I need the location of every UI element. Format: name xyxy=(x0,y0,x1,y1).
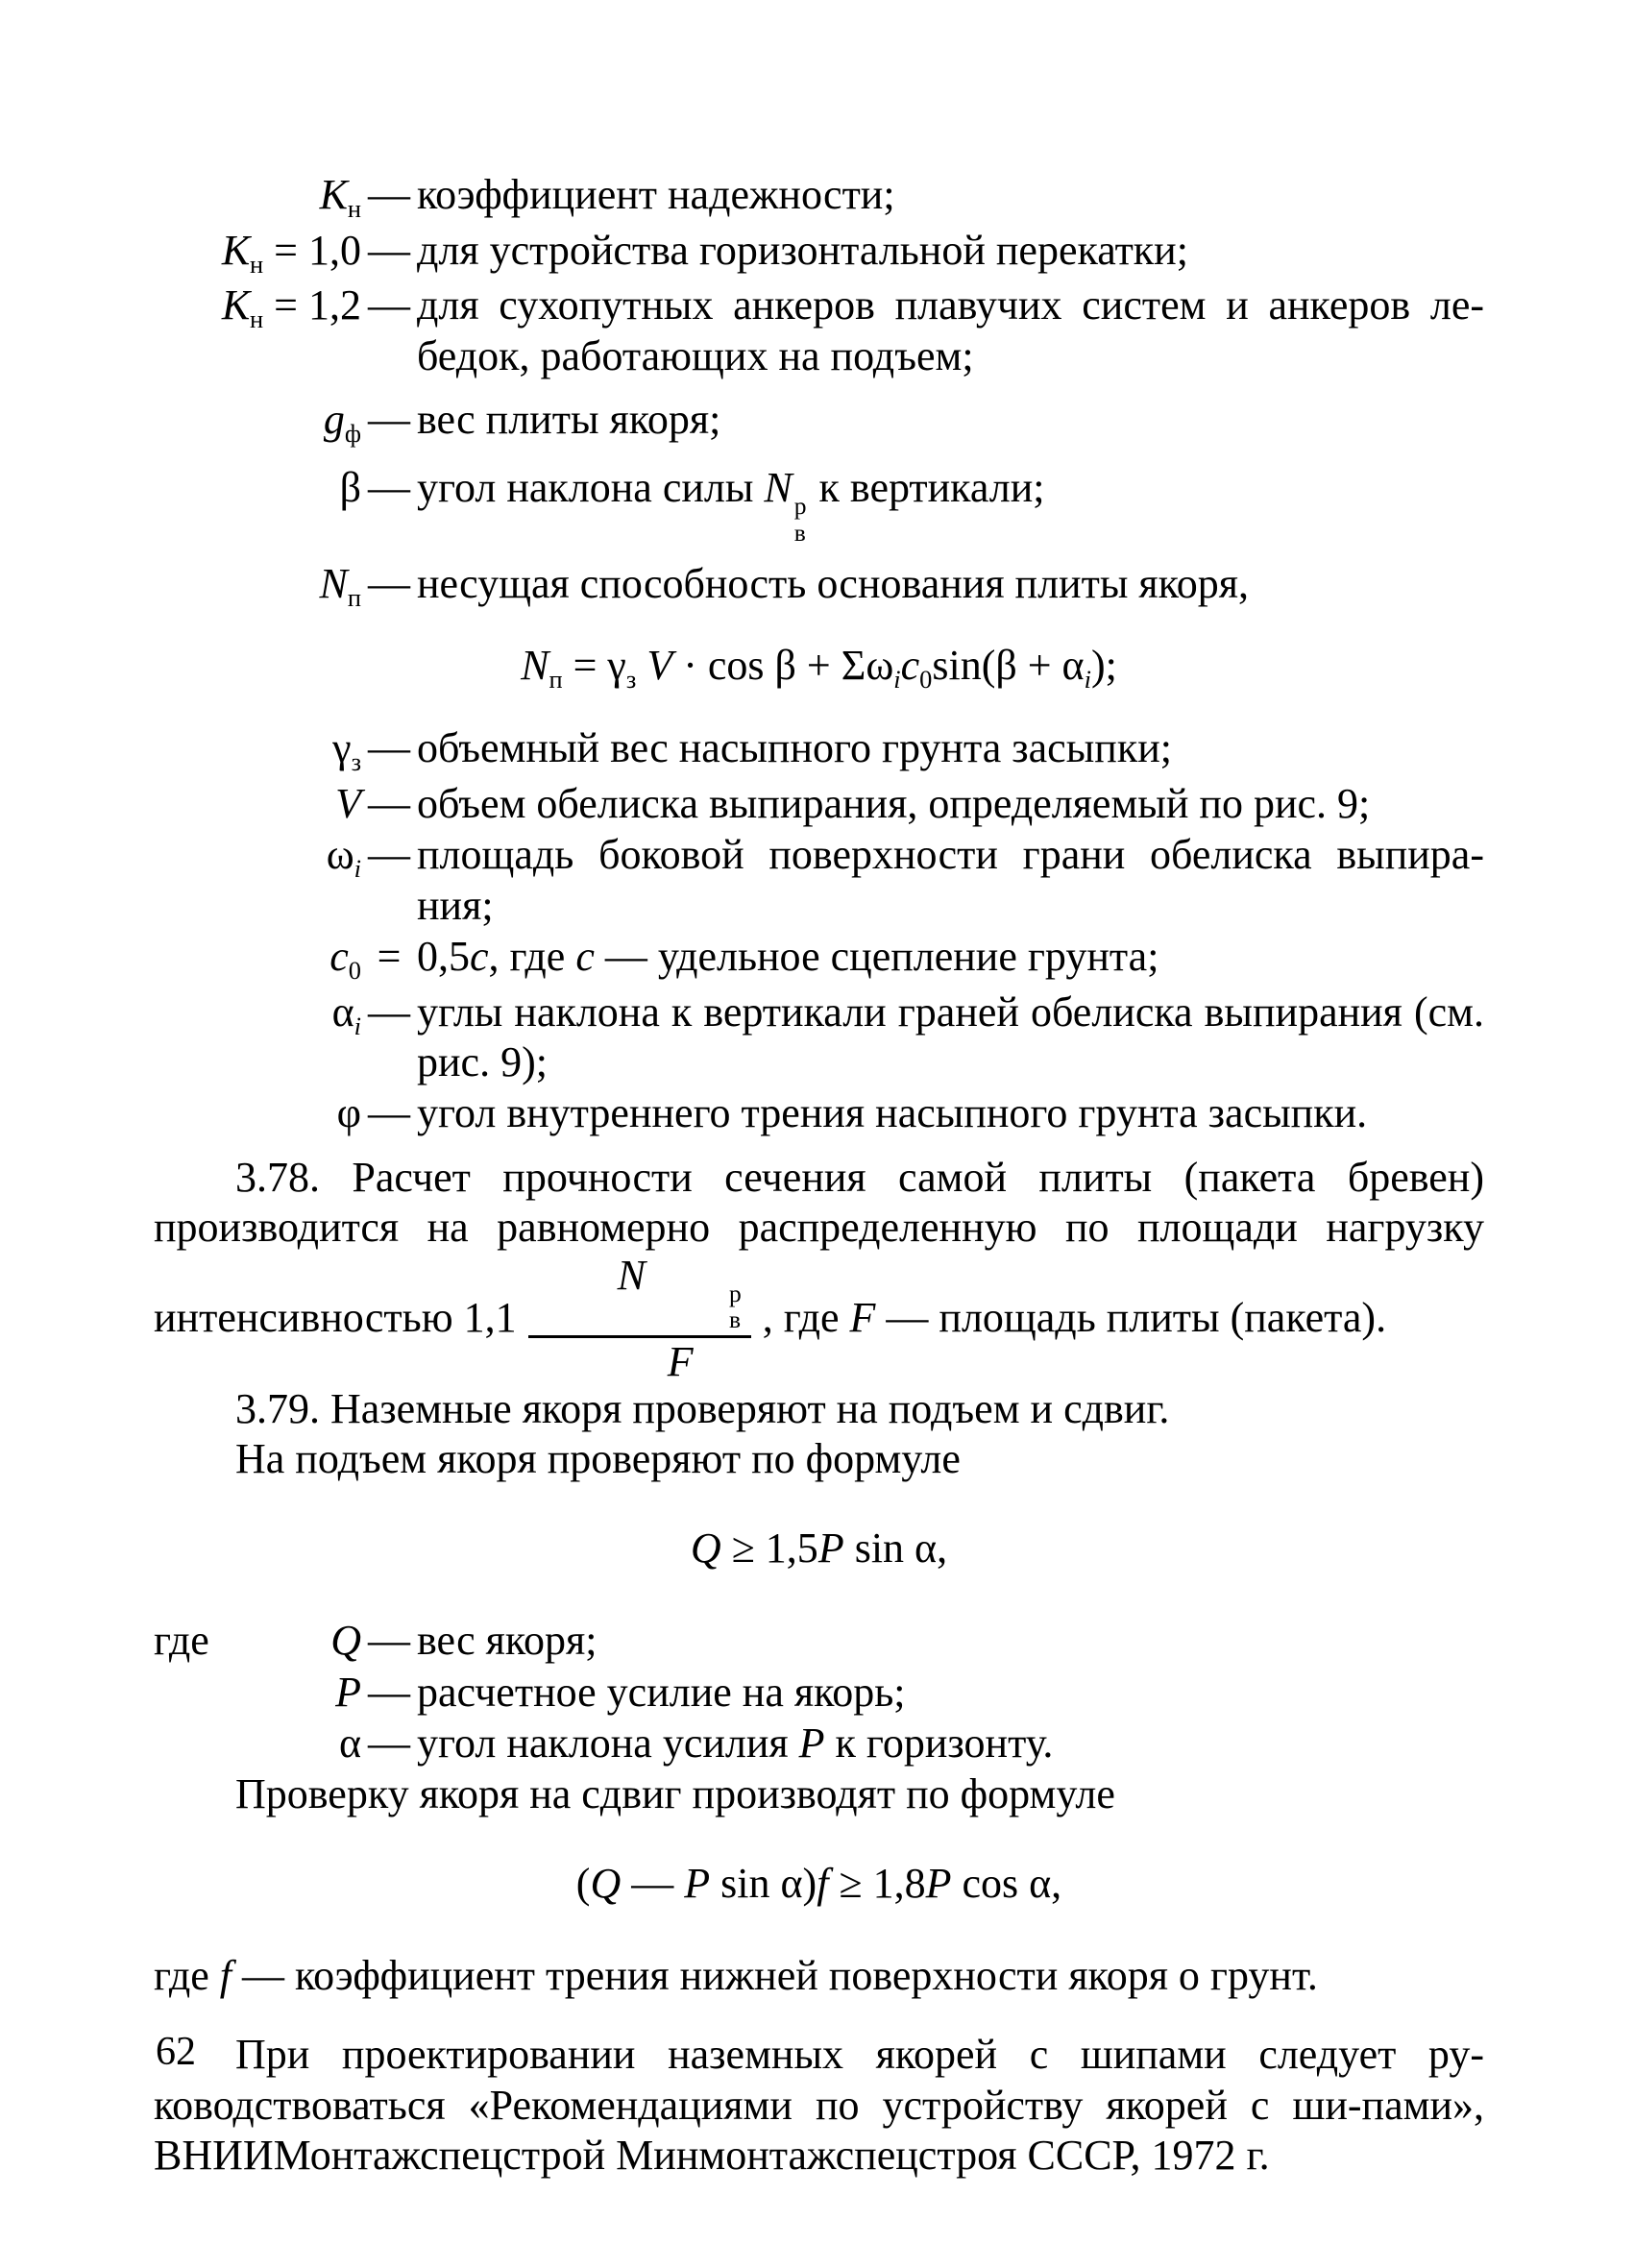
definition-term: $\omega_i$ xyxy=(326,831,361,884)
definition-term: $К_н = 1,2$ xyxy=(221,281,361,334)
definition-row xyxy=(154,1088,1484,1138)
definition-row xyxy=(154,1719,1484,1768)
definition-dash: — xyxy=(368,831,410,879)
definition-dash: — xyxy=(368,463,410,511)
definition-desc: расчетное усилие на якорь; xyxy=(417,1668,906,1716)
definition-row xyxy=(154,1616,1484,1666)
definition-desc: для сухопутных анкеров плавучих систем и анкеров ле-бедок, работающих на подъем; xyxy=(417,281,1484,379)
page-number: 62 xyxy=(156,2030,196,2074)
definition-term: V xyxy=(335,780,361,828)
definition-term: P xyxy=(335,1668,361,1716)
definition-desc: угол внутреннего трения насыпного грунта засыпки. xyxy=(417,1089,1368,1137)
definition-row xyxy=(154,395,1484,450)
definition-desc: объем обелиска выпирания, определяемый по рис. 9; xyxy=(417,780,1371,828)
definition-desc: углы наклона к вертикали граней обелиска выпирания (см. рис. 9); xyxy=(417,988,1484,1086)
paragraph-uplift-check: На подъем якоря проверяют по формуле xyxy=(235,1435,961,1483)
definition-term: $\alpha_i$ xyxy=(331,988,361,1040)
definition-row xyxy=(154,170,1484,225)
formula-bearing-capacity: $N_п = \gamma_з$ $V \cdot \cos \beta + \Sigma\omega_ic_0\sin(\beta + \alpha_i)$; xyxy=(521,641,1117,694)
definition-dash: — xyxy=(368,1089,410,1137)
definition-desc: вес якоря; xyxy=(417,1617,598,1665)
definition-dash: — xyxy=(368,724,410,772)
definition-desc: коэффициент надежности; xyxy=(417,171,895,218)
definition-row xyxy=(154,723,1484,778)
definitions-list-1 xyxy=(154,170,1484,614)
definition-desc: вес плиты якоря; xyxy=(417,396,721,444)
definition-row xyxy=(154,280,1484,381)
definition-dash: — xyxy=(368,988,410,1036)
definition-dash: — xyxy=(368,171,410,218)
definition-desc: объемный вес насыпного грунта засыпки; xyxy=(417,724,1172,772)
definitions-list-2 xyxy=(154,723,1484,1138)
definition-row xyxy=(154,779,1484,829)
definition-term: где Q xyxy=(154,1616,361,1666)
paragraph-final: При проектировании наземных якорей с шипами следует ру-ководствоваться «Рекомендациями по устройству якорей с ши-пами», ВНИИМонтажспецстрой Минмонтажспецстроя СССР, 1972 г. xyxy=(154,2031,1484,2180)
definition-term: $N_п$ xyxy=(319,560,361,613)
definition-dash: — xyxy=(368,1617,410,1665)
definition-row xyxy=(154,463,1484,546)
definition-term: α xyxy=(338,1719,361,1767)
definition-desc: для устройства горизонтальной перекатки; xyxy=(417,226,1188,274)
definition-dash: — xyxy=(368,560,410,608)
paragraph-3-79: 3.79. Наземные якоря проверяют на подъем и сдвиг. xyxy=(235,1385,1170,1433)
definition-desc: площадь боковой поверхности грани обелиска выпира-ния; xyxy=(417,831,1484,929)
definition-term: $\gamma_з$ xyxy=(332,724,361,777)
definition-desc: угол наклона усилия P к горизонту. xyxy=(417,1719,1054,1767)
definition-row xyxy=(154,932,1484,987)
definition-row xyxy=(154,830,1484,931)
definition-term: $К_н = 1,0$ xyxy=(221,226,361,279)
where-label: где xyxy=(154,1617,209,1665)
definition-row xyxy=(154,559,1484,614)
definition-dash: — xyxy=(368,396,410,444)
definition-dash: = xyxy=(377,933,402,981)
definition-row xyxy=(154,226,1484,280)
definition-dash: — xyxy=(368,281,410,329)
definition-row xyxy=(154,1668,1484,1718)
definition-term: $c_0$ xyxy=(329,933,361,986)
formula-uplift: Q ≥ 1,5P sin α, xyxy=(690,1524,948,1572)
definition-dash: — xyxy=(368,1668,410,1716)
definition-desc: 0,5с, где с — удельное сцепление грунта; xyxy=(417,933,1159,981)
definition-desc: угол наклона силы N р в к вертикали; xyxy=(417,463,1045,547)
formula-shear: (Q — P sin α)f ≥ 1,8P cos α, xyxy=(575,1859,1062,1907)
definition-term: φ xyxy=(336,1089,361,1137)
definition-term: $g_ф$ xyxy=(323,396,361,449)
definition-term: β xyxy=(339,463,361,511)
paragraph-where-f: где f — коэффициент трения нижней поверхности якоря о грунт. xyxy=(154,1951,1318,1999)
definitions-list-3 xyxy=(154,1616,1484,1768)
paragraph-3-78: 3.78. Расчет прочности сечения самой плиты (пакета бревен) производится на равномерно распределенную по площади нагрузку интенсивностью 1,1 N р в F , где F — площадь плиты (пакета). xyxy=(154,1153,1484,1385)
paragraph-shear-check: Проверку якоря на сдвиг производят по формуле xyxy=(235,1770,1115,1818)
definition-row xyxy=(154,988,1484,1088)
definition-desc: несущая способность основания плиты якоря, xyxy=(417,560,1250,608)
definition-dash: — xyxy=(368,226,410,274)
definition-term: $К_н$ xyxy=(319,171,361,224)
definition-dash: — xyxy=(368,780,410,828)
definition-dash: — xyxy=(368,1719,410,1767)
